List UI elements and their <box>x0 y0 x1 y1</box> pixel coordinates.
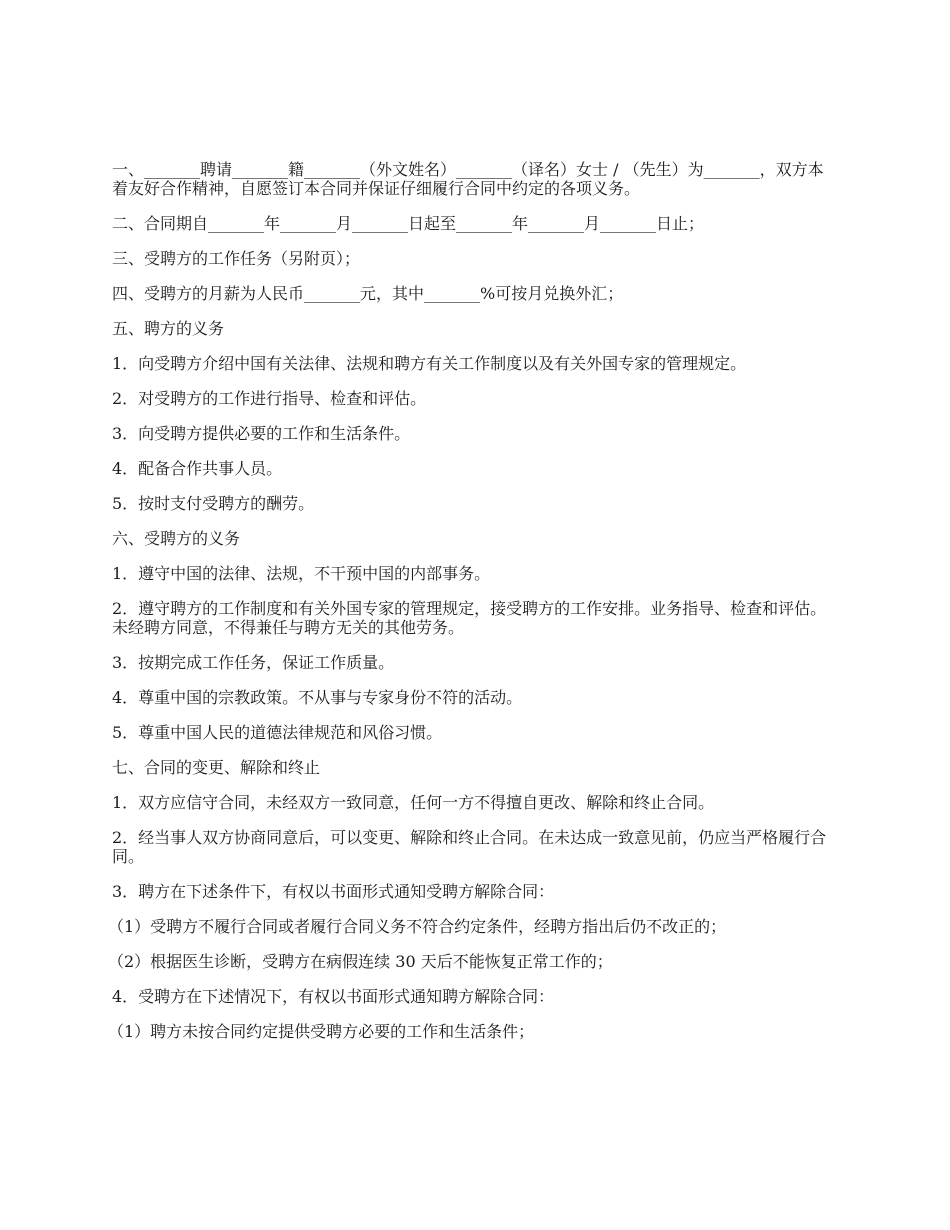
clause-2-term: 二、合同期自_______年_______月_______日起至_______年_______月_______日止； <box>112 214 705 233</box>
clause-6-item-4: 4．尊重中国的宗教政策。不从事与专家身份不符的活动。 <box>112 688 523 707</box>
clause-6-item-2: 2．遵守聘方的工作制度和有关外国专家的管理规定，接受聘方的工作安排。业务指导、检查和评估。未经聘方同意，不得兼任与聘方无关的其他劳务。 <box>112 599 827 637</box>
clause-5-item-5: 5．按时支付受聘方的酬劳。 <box>112 494 315 513</box>
clause-5-item-4: 4．配备合作共事人员。 <box>112 459 283 478</box>
clause-6-item-1: 1．遵守中国的法律、法规，不干预中国的内部事务。 <box>112 564 491 583</box>
clause-1-parties: 一、_______聘请_______籍_______（外文姓名）_______（译名）女士 / （先生）为_______，双方本着友好合作精神，自愿签订本合同并保证仔细履行合同中约定的各项义务。 <box>112 160 824 198</box>
clause-5-heading: 五、聘方的义务 <box>112 319 225 338</box>
clause-7-item-1: 1．双方应信守合同，未经双方一致同意，任何一方不得擅自更改、解除和终止合同。 <box>112 793 715 812</box>
clause-7-item-3-sub-1: （1）受聘方不履行合同或者履行合同义务不符合约定条件，经聘方指出后仍不改正的； <box>108 917 727 936</box>
clause-7-item-4: 4．受聘方在下述情况下，有权以书面形式通知聘方解除合同： <box>112 987 555 1006</box>
clause-5-item-3: 3．向受聘方提供必要的工作和生活条件。 <box>112 424 411 443</box>
clause-5-item-2: 2．对受聘方的工作进行指导、检查和评估。 <box>112 389 427 408</box>
clause-6-item-5: 5．尊重中国人民的道德法律规范和风俗习惯。 <box>112 723 443 742</box>
clause-4-salary: 四、受聘方的月薪为人民币_______元，其中_______%可按月兑换外汇； <box>112 284 624 303</box>
clause-6-heading: 六、受聘方的义务 <box>112 529 241 548</box>
clause-7-heading: 七、合同的变更、解除和终止 <box>112 758 321 777</box>
clause-7-item-4-sub-1: （1）聘方未按合同约定提供受聘方必要的工作和生活条件； <box>108 1022 535 1041</box>
contract-body <box>108 160 837 1057</box>
clause-3-tasks: 三、受聘方的工作任务（另附页）； <box>112 249 361 268</box>
clause-7-item-3-sub-2: （2）根据医生诊断，受聘方在病假连续 30 天后不能恢复正常工作的； <box>108 952 613 971</box>
clause-7-item-2: 2．经当事人双方协商同意后，可以变更、解除和终止合同。在未达成一致意见前，仍应当严格履行合同。 <box>112 828 827 866</box>
clause-6-item-3: 3．按期完成工作任务，保证工作质量。 <box>112 653 395 672</box>
clause-5-item-1: 1．向受聘方介绍中国有关法律、法规和聘方有关工作制度以及有关外国专家的管理规定。 <box>112 354 747 373</box>
clause-7-item-3: 3．聘方在下述条件下，有权以书面形式通知受聘方解除合同： <box>112 882 555 901</box>
